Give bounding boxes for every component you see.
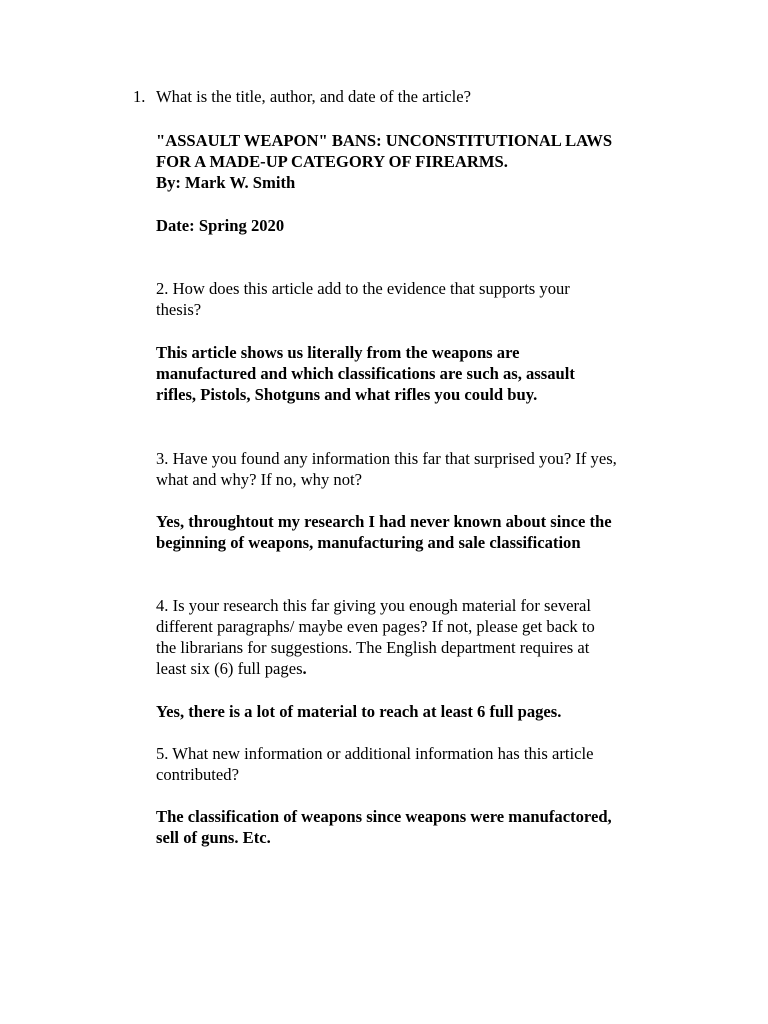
- q4-question-line-2: different paragraphs/ maybe even pages? If not, please get back to: [156, 617, 595, 636]
- q5-question-line-2: contributed?: [156, 765, 239, 784]
- q2-question-line-2: thesis?: [156, 300, 202, 319]
- q4-question-end-punct: .: [302, 659, 307, 678]
- q2-answer-line-3: rifles, Pistols, Shotguns and what rifles you could buy.: [156, 385, 538, 404]
- q4-question-line-1: 4. Is your research this far giving you enough material for several: [156, 596, 591, 615]
- q1-answer-date: [156, 215, 666, 236]
- q3-question-line-1: 3. Have you found any information this far that surprised you? If yes,: [156, 449, 617, 468]
- q2-answer-line-2: manufactured and which classifications are such as, assault: [156, 364, 575, 383]
- q3-question-line-2: what and why? If no, why not?: [156, 470, 362, 489]
- q2-answer: [156, 342, 666, 405]
- q3-answer: [156, 511, 666, 553]
- q2-question: [156, 278, 666, 320]
- q2-answer-line-1: This article shows us literally from the weapons are: [156, 343, 520, 362]
- q1-question-text: What is the title, author, and date of the article?: [156, 87, 471, 106]
- q4-answer: [156, 701, 666, 722]
- q5-question-line-1: 5. What new information or additional information has this article: [156, 744, 594, 763]
- q1-title-line-1: "ASSAULT WEAPON" BANS: UNCONSTITUTIONAL LAWS: [156, 131, 613, 150]
- q1-date: Date: Spring 2020: [156, 216, 285, 235]
- q1-answer-title: [156, 130, 666, 193]
- q2-question-line-1: 2. How does this article add to the evidence that supports your: [156, 279, 570, 298]
- q1-question: [156, 86, 666, 107]
- q5-answer: [156, 806, 666, 848]
- q4-question: [156, 595, 666, 679]
- q5-answer-line-2: sell of guns. Etc.: [156, 828, 271, 847]
- q4-answer-line-1: Yes, there is a lot of material to reach at least 6 full pages.: [156, 702, 562, 721]
- q3-answer-line-1: Yes, throughtout my research I had never known about since the: [156, 512, 612, 531]
- q5-answer-line-1: The classification of weapons since weapons were manufactored,: [156, 807, 612, 826]
- q5-question: [156, 743, 666, 785]
- q1-title-line-2: FOR A MADE-UP CATEGORY OF FIREARMS.: [156, 152, 508, 171]
- q4-question-line-4: [156, 658, 666, 679]
- q1-author: By: Mark W. Smith: [156, 173, 296, 192]
- q1-number: 1.: [133, 87, 146, 106]
- q3-answer-line-2: beginning of weapons, manufacturing and sale classification: [156, 533, 581, 552]
- q4-question-line-4-text: least six (6) full pages: [156, 659, 303, 678]
- q4-question-line-3: the librarians for suggestions. The English department requires at: [156, 638, 590, 657]
- q3-question: [156, 448, 666, 490]
